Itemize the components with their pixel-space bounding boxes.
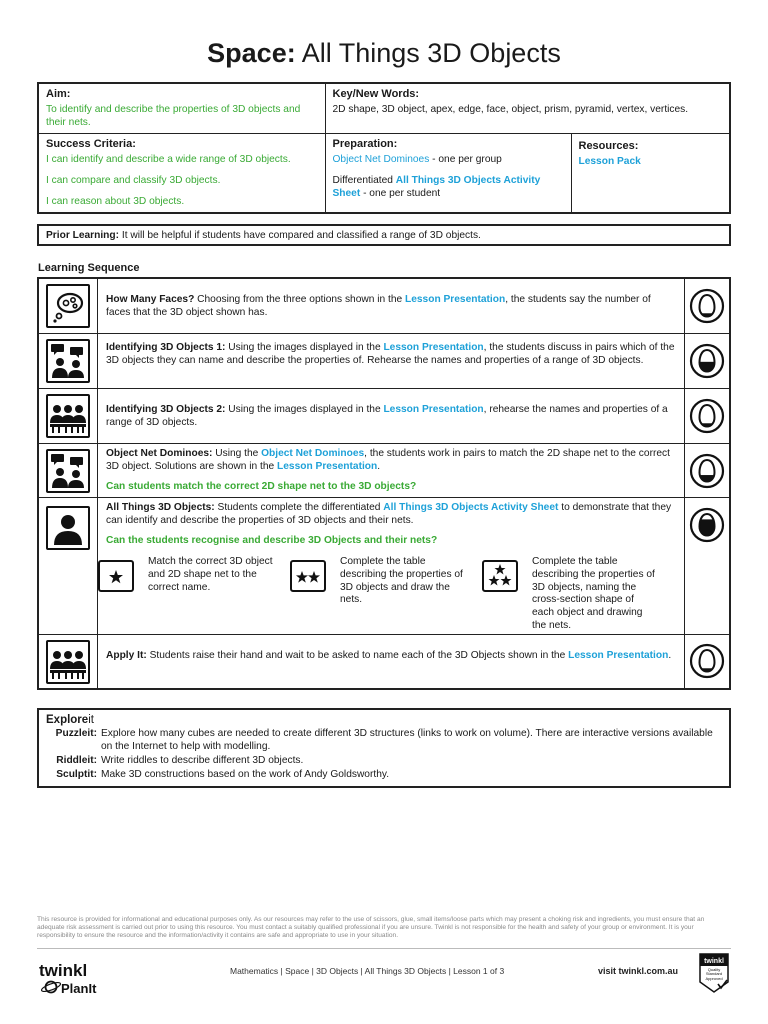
object-net-dominoes-link[interactable]: Object Net Dominoes <box>332 154 430 165</box>
class-icon <box>46 640 90 684</box>
lesson-overview-table <box>37 82 731 214</box>
page-title: Space: All Things 3D Objects <box>207 38 561 68</box>
svg-text:twinkl: twinkl <box>39 961 88 980</box>
sequence-row: How Many Faces? Choosing from the three options shown in the Lesson Presentation, the students say the number of faces that the 3D object shown has. <box>39 279 729 334</box>
pair-discussion-icon <box>46 449 90 493</box>
success-item: I can compare and classify 3D objects. <box>46 174 221 186</box>
success-criteria-cell <box>38 134 325 214</box>
sequence-row: Identifying 3D Objects 2: Using the images displayed in the Lesson Presentation, rehearse the names and properties of a range of 3D objects. <box>39 389 729 444</box>
learning-sequence-table <box>37 277 731 690</box>
lesson-pack-link[interactable]: Lesson Pack <box>578 156 641 167</box>
lesson-presentation-link[interactable]: Lesson Presentation <box>383 342 484 353</box>
explore-item: Riddleit: Write riddles to describe different 3D objects. <box>56 754 304 766</box>
key-words-heading: Key/New Words: <box>332 88 420 100</box>
challenge-egg-icon <box>689 288 725 324</box>
key-words-cell <box>325 83 730 134</box>
success-item: I can reason about 3D objects. <box>46 195 185 207</box>
explore-item: Sculptit: Make 3D constructions based on the work of Andy Goldsworthy. <box>56 768 390 780</box>
disclaimer-text: This resource is provided for informational and educational purposes only. As our resources may refer to the use of scissors, glue, small items/loose parts which may present a choking risk and ingredients, you must ensure that an adequate risk assessment is carried out prior to using this resource. You must contact a suitably qualified professional if you are unsure. Twinkl is not responsible for the health and safety of your group or environment. It is your responsibility to ensure the resource and the information/activity it contains are safe and appropriate to use in your situation. <box>37 916 705 939</box>
key-words-text: 2D shape, 3D object, apex, edge, face, object, prism, pyramid, vertex, vertices. <box>332 103 689 115</box>
sequence-row: Object Net Dominoes: Using the Object Net Dominoes, the students work in pairs to match the 2D shape net to the correct 3D object. Solutions are shown in the Lesson Presentation. Can students match the correct 2D shape net to the 3D objects? <box>39 444 729 498</box>
preparation-cell: Preparation: Object Net Dominoes - one per group Differentiated All Things 3D Objects Activity Sheet - one per student <box>325 134 571 214</box>
lesson-presentation-link[interactable]: Lesson Presentation <box>405 294 506 305</box>
lesson-presentation-link[interactable]: Lesson Presentation <box>383 404 484 415</box>
footer-divider <box>37 948 731 949</box>
lesson-presentation-link[interactable]: Lesson Presentation <box>277 460 378 472</box>
sequence-row: Apply It: Students raise their hand and wait to be asked to name each of the 3D Objects shown in the Lesson Presentation. <box>39 635 729 688</box>
twinkl-planit-logo[interactable] <box>37 956 107 998</box>
differentiation-group: Match the correct 3D object and 2D shape net to the correct name. Complete the table describing the properties of 3D objects and draw the nets. Complete the table describing the properties of 3D objects, naming the cross-section shape of each object and drawing the nets. <box>98 556 684 636</box>
challenge-egg-icon <box>689 643 725 679</box>
thinking-icon <box>46 284 90 328</box>
explore-item: Puzzleit: Explore how many cubes are needed to create different 3D structures (links to work on volume). There are interactive versions available on the Internet to help with modelling. <box>55 728 713 753</box>
class-icon <box>46 394 90 438</box>
one-star-icon <box>98 560 134 592</box>
three-star-icon <box>482 560 518 592</box>
quality-standard-badge: twinkl Quality Standard Approved <box>696 952 732 994</box>
aim-heading: Aim: <box>46 88 71 100</box>
individual-icon <box>46 506 90 550</box>
preparation-heading: Preparation: <box>332 138 398 151</box>
challenge-egg-icon <box>689 343 725 379</box>
learning-sequence-heading: Learning Sequence <box>38 262 140 274</box>
challenge-egg-icon <box>689 507 725 543</box>
explore-heading: Exploreit <box>46 714 94 726</box>
resources-heading: Resources: <box>578 140 639 153</box>
resources-cell <box>571 134 730 214</box>
aim-text: To identify and describe the properties of 3D objects and their nets. <box>46 103 301 128</box>
lesson-presentation-link[interactable]: Lesson Presentation <box>568 650 669 661</box>
aim-cell <box>38 83 325 134</box>
sequence-row: Identifying 3D Objects 1: Using the images displayed in the Lesson Presentation, the students discuss in pairs which of the 3D objects they can name and describe the properties of. Rehearse the names and properties of a range of 3D objects. <box>39 334 729 389</box>
footer-breadcrumb: Mathematics | Space | 3D Objects | All Things 3D Objects | Lesson 1 of 3 <box>230 966 505 976</box>
sequence-row: All Things 3D Objects: Students complete the differentiated All Things 3D Objects Activity Sheet to demonstrate that they can identify and describe the properties of 3D objects and their nets. Can the students recognise and describe 3D Objects and their nets? Match the correct 3D object and 2D shape net to the correct name. Complete the table describing the properties of 3D objects and draw the nets. Complete the table describing the properties of 3D objects, naming the cross-section shape of each object and drawing the nets. <box>39 498 729 635</box>
object-net-dominoes-link[interactable]: Object Net Dominoes <box>261 448 365 459</box>
pair-discussion-icon <box>46 339 90 383</box>
challenge-egg-icon <box>689 453 725 489</box>
visit-website-link[interactable]: visit twinkl.com.au <box>598 966 679 976</box>
activity-sheet-link[interactable]: All Things 3D Objects Activity Sheet <box>332 174 541 199</box>
assessment-question: Can students match the correct 2D shape net to the 3D objects? <box>106 480 417 492</box>
svg-text:PlanIt: PlanIt <box>61 981 97 996</box>
two-star-icon <box>290 560 326 592</box>
explore-it-box <box>37 708 731 788</box>
prior-learning: Prior Learning: It will be helpful if students have compared and classified a range of 3D objects. <box>37 224 731 246</box>
success-item: I can identify and describe a wide range of 3D objects. <box>46 154 291 165</box>
assessment-question: Can the students recognise and describe 3D Objects and their nets? <box>106 534 438 546</box>
svg-text:twinkl: twinkl <box>704 958 724 965</box>
challenge-egg-icon <box>689 398 725 434</box>
activity-sheet-link[interactable]: All Things 3D Objects Activity Sheet <box>383 502 559 513</box>
success-heading: Success Criteria: <box>46 138 136 151</box>
